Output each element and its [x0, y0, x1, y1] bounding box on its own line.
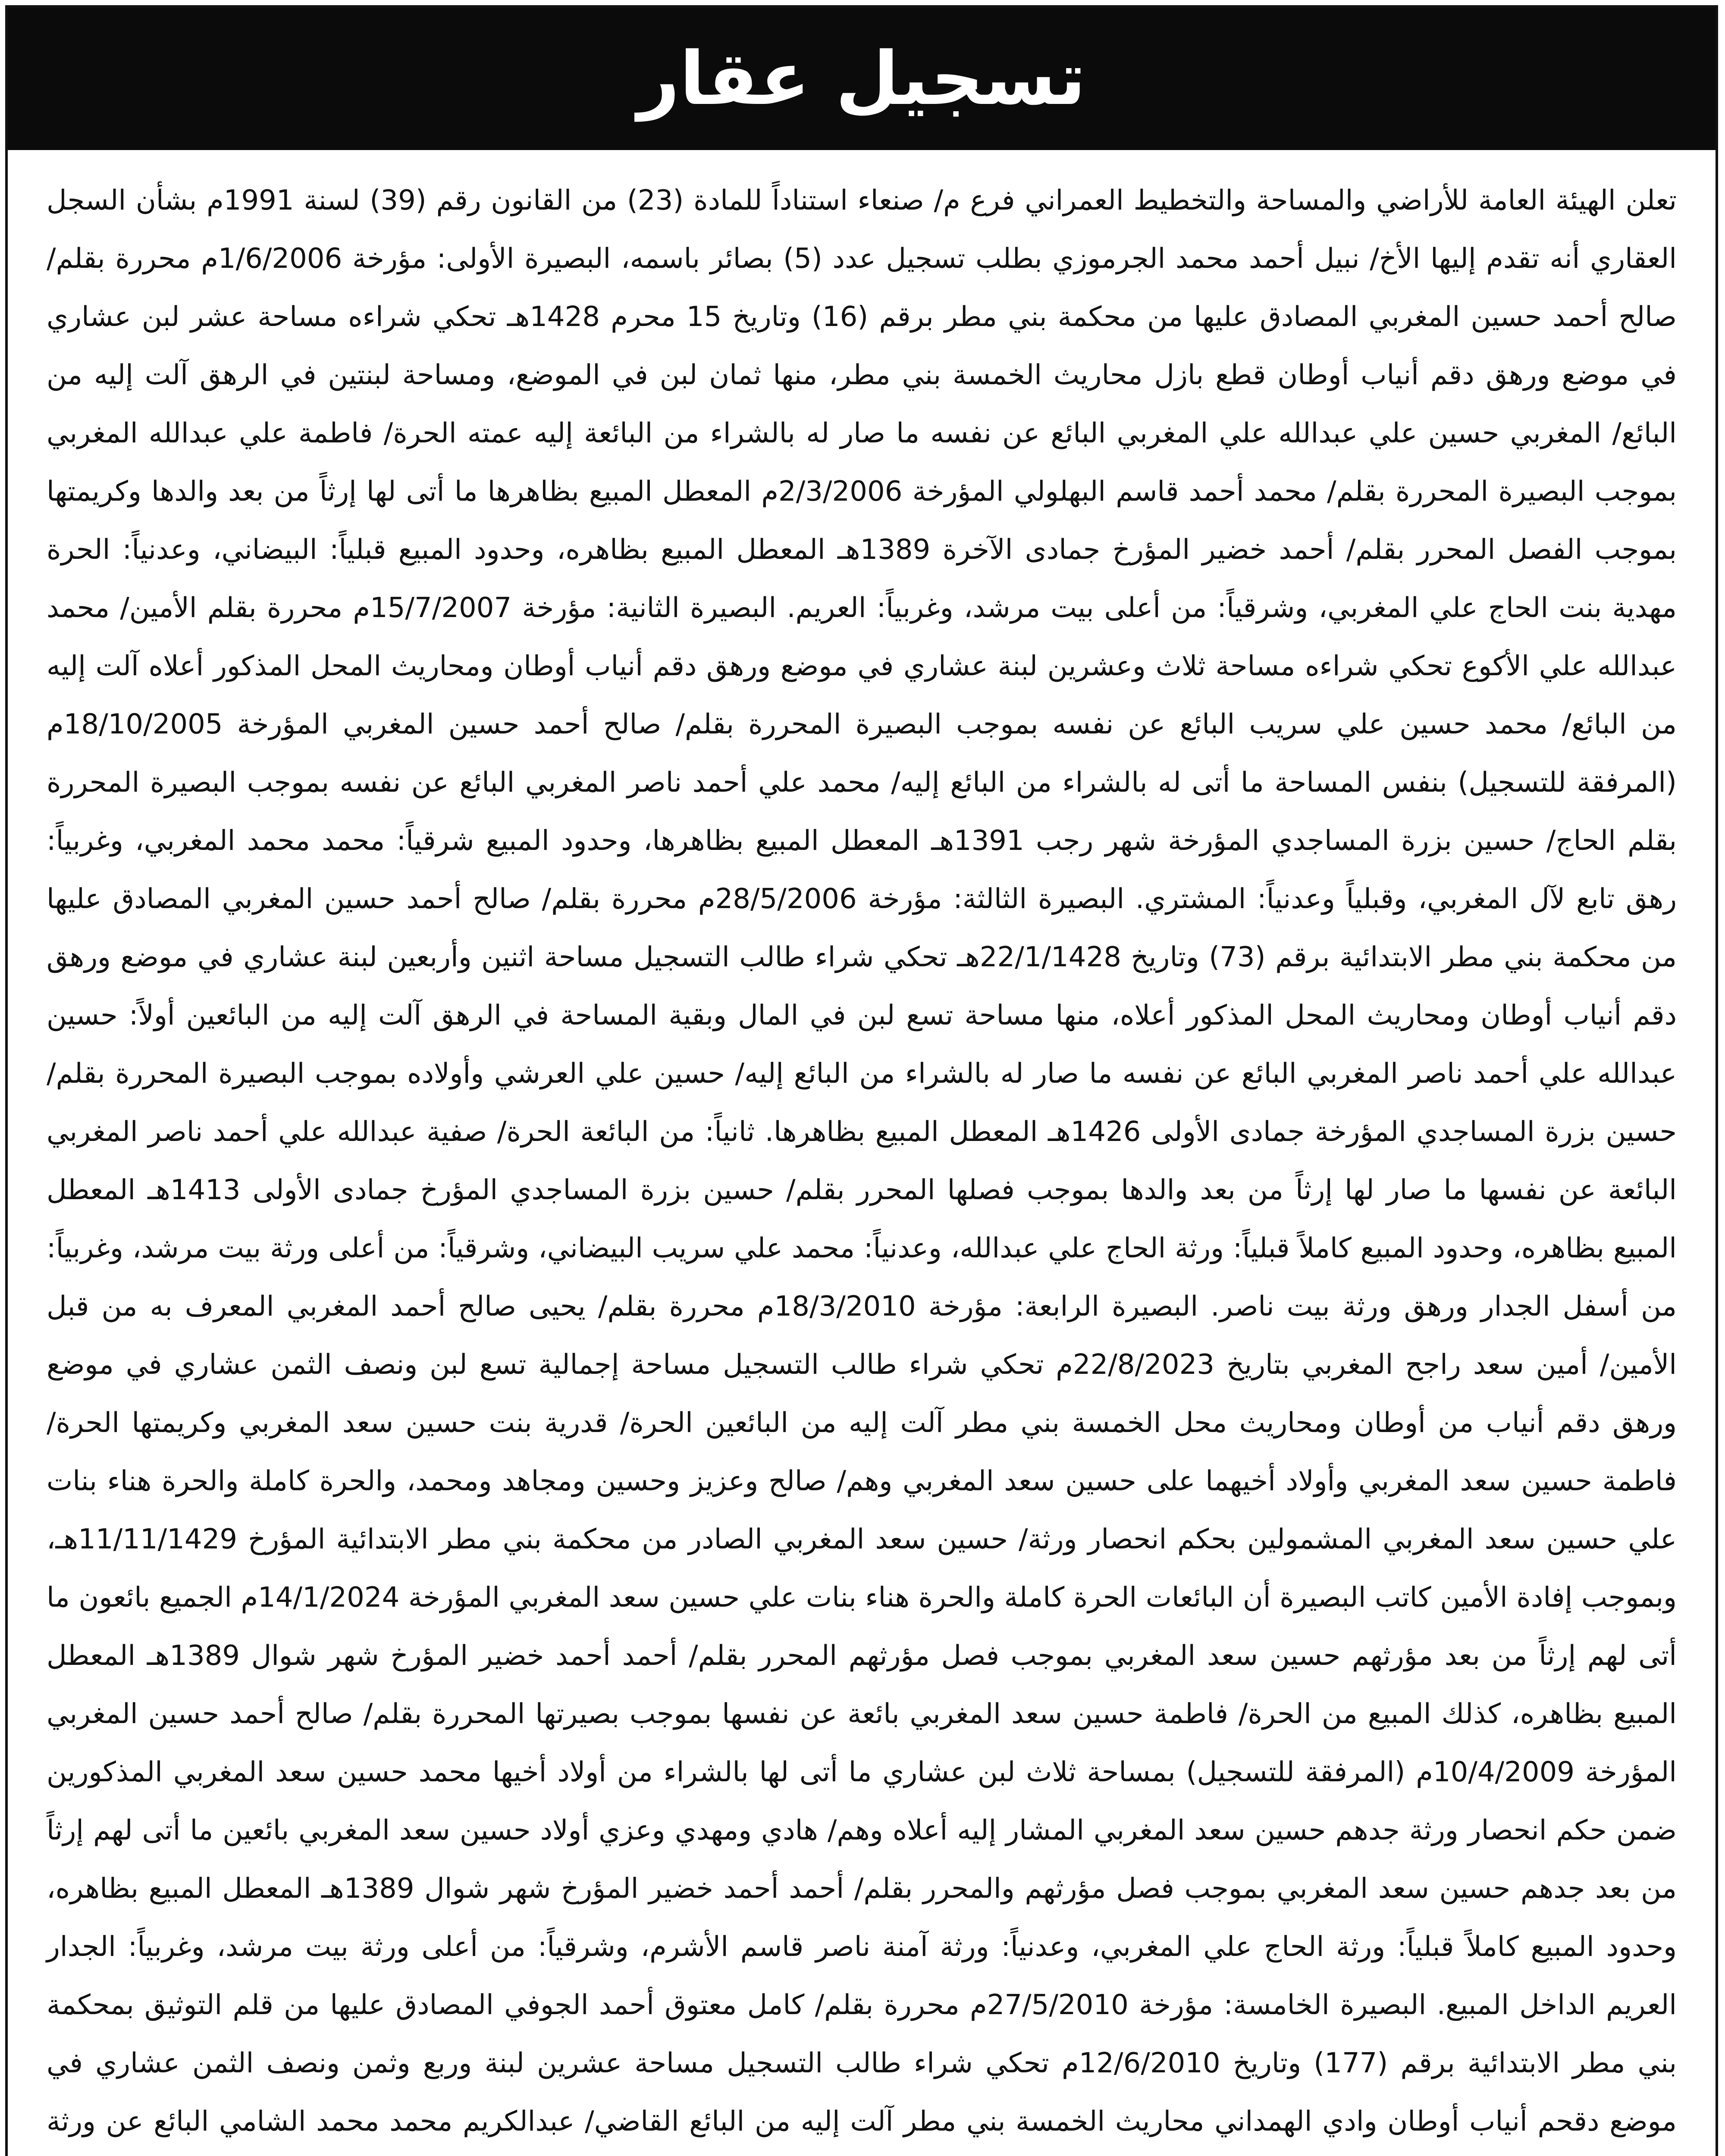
- notice-header: [8, 8, 1716, 150]
- notice-title: تسجيل عقار: [637, 36, 1086, 122]
- notice-main-paragraph: تعلن الهيئة العامة للأراضي والمساحة والتخطيط العمراني فرع م/ صنعاء استناداً للمادة (23) من القانون رقم (39) لسنة 1991م بشأن السجل العقاري أنه تقدم إليها الأخ/ نبيل أحمد محمد الجرموزي بطلب تسجيل عدد (5) بصائر باسمه، البصيرة الأولى: مؤرخة 1/6/2006م محررة بقلم/ صالح أحمد حسين المغربي المصادق عليها من محكمة بني مطر برقم (16) وتاريخ 15 محرم 1428هـ تحكي شراءه مساحة عشر لبن عشاري في موضع ورهق دقم أنياب أوطان قطع بازل محاريث الخمسة بني مطر، منها ثمان لبن في الموضع، ومساحة لبنتين في الرهق آلت إليه من البائع/ المغربي حسين علي عبدالله علي المغربي البائع عن نفسه ما صار له بالشراء من البائعة إليه عمته الحرة/ فاطمة علي عبدالله المغربي بموجب البصيرة المحررة بقلم/ محمد أحمد قاسم البهلولي المؤرخة 2/3/2006م المعطل المبيع بظاهرها ما أتى لها إرثاً من بعد والدها وكريمتها بموجب الفصل المحرر بقلم/ أحمد خضير المؤرخ جمادى الآخرة 1389هـ المعطل المبيع بظاهره، وحدود المبيع قبلياً: البيضاني، وعدنياً: الحرة مهدية بنت الحاج علي المغربي، وشرقياً: من أعلى بيت مرشد، وغربياً: العريم. البصيرة الثانية: مؤرخة 15/7/2007م محررة بقلم الأمين/ محمد عبدالله علي الأكوع تحكي شراءه مساحة ثلاث وعشرين لبنة عشاري في موضع ورهق دقم أنياب أوطان ومحاريث المحل المذكور أعلاه آلت إليه من البائع/ محمد حسين علي سريب البائع عن نفسه بموجب البصيرة المحررة بقلم/ صالح أحمد حسين المغربي المؤرخة 18/10/2005م (المرفقة للتسجيل) بنفس المساحة ما أتى له بالشراء من البائع إليه/ محمد علي أحمد ناصر المغربي البائع عن نفسه بموجب البصيرة المحررة بقلم الحاج/ حسين بزرة المساجدي المؤرخة شهر رجب 1391هـ المعطل المبيع بظاهرها، وحدود المبيع شرقياً: محمد محمد المغربي، وغربياً: رهق تابع لآل المغربي، وقبلياً وعدنياً: المشتري. البصيرة الثالثة: مؤرخة 28/5/2006م محررة بقلم/ صالح أحمد حسين المغربي المصادق عليها من محكمة بني مطر الابتدائية برقم (73) وتاريخ 22/1/1428هـ تحكي شراء طالب التسجيل مساحة اثنين وأربعين لبنة عشاري في موضع ورهق دقم أنياب أوطان ومحاريث المحل المذكور أعلاه، منها مساحة تسع لبن في المال وبقية المساحة في الرهق آلت إليه من البائعين أولاً: حسين عبدالله علي أحمد ناصر المغربي البائع عن نفسه ما صار له بالشراء من البائع إليه/ حسين علي العرشي وأولاده بموجب البصيرة المحررة بقلم/ حسين بزرة المساجدي المؤرخة جمادى الأولى 1426هـ المعطل المبيع بظاهرها. ثانياً: من البائعة الحرة/ صفية عبدالله علي أحمد ناصر المغربي البائعة عن نفسها ما صار لها إرثاً من بعد والدها بموجب فصلها المحرر بقلم/ حسين بزرة المساجدي المؤرخ جمادى الأولى 1413هـ المعطل المبيع بظاهره، وحدود المبيع كاملاً قبلياً: ورثة الحاج علي عبدالله، وعدنياً: محمد علي سريب البيضاني، وشرقياً: من أعلى ورثة بيت مرشد، وغربياً: من أسفل الجدار ورهق ورثة بيت ناصر. البصيرة الرابعة: مؤرخة 18/3/2010م محررة بقلم/ يحيى صالح أحمد المغربي المعرف به من قبل الأمين/ أمين سعد راجح المغربي بتاريخ 22/8/2023م تحكي شراء طالب التسجيل مساحة إجمالية تسع لبن ونصف الثمن عشاري في موضع ورهق دقم أنياب من أوطان ومحاريث محل الخمسة بني مطر آلت إليه من البائعين الحرة/ قدرية بنت حسين سعد المغربي وكريمتها الحرة/ فاطمة حسين سعد المغربي وأولاد أخيهما على حسين سعد المغربي وهم/ صالح وعزيز وحسين ومجاهد ومحمد، والحرة كاملة والحرة هناء بنات علي حسين سعد المغربي المشمولين بحكم انحصار ورثة/ حسين سعد المغربي الصادر من محكمة بني مطر الابتدائية المؤرخ 11/11/1429هـ، وبموجب إفادة الأمين كاتب البصيرة أن البائعات الحرة كاملة والحرة هناء بنات علي حسين سعد المغربي المؤرخة 14/1/2024م الجميع بائعون ما أتى لهم إرثاً من بعد مؤرثهم حسين سعد المغربي بموجب فصل مؤرثهم المحرر بقلم/ أحمد أحمد خضير المؤرخ شهر شوال 1389هـ المعطل المبيع بظاهره، كذلك المبيع من الحرة/ فاطمة حسين سعد المغربي بائعة عن نفسها بموجب بصيرتها المحررة بقلم/ صالح أحمد حسين المغربي المؤرخة 10/4/2009م (المرفقة للتسجيل) بمساحة ثلاث لبن عشاري ما أتى لها بالشراء من أولاد أخيها محمد حسين سعد المغربي المذكورين ضمن حكم انحصار ورثة جدهم حسين سعد المغربي المشار إليه أعلاه وهم/ هادي ومهدي وعزي أولاد حسين سعد المغربي بائعين ما أتى لهم إرثاً من بعد جدهم حسين سعد المغربي بموجب فصل مؤرثهم والمحرر بقلم/ أحمد أحمد خضير المؤرخ شهر شوال 1389هـ المعطل المبيع بظاهره، وحدود المبيع كاملاً قبلياً: ورثة الحاج علي المغربي، وعدنياً: ورثة آمنة ناصر قاسم الأشرم، وشرقياً: من أعلى ورثة بيت مرشد، وغربياً: الجدار العريم الداخل المبيع. البصيرة الخامسة: مؤرخة 27/5/2010م محررة بقلم/ كامل معتوق أحمد الجوفي المصادق عليها من قلم التوثيق بمحكمة بني مطر الابتدائية برقم (177) وتاريخ 12/6/2010م تحكي شراء طالب التسجيل مساحة عشرين لبنة وربع وثمن ونصف الثمن عشاري في موضع دقحم أنياب أوطان وادي الهمداني محاريث الخمسة بني مطر آلت إليه من البائع القاضي/ عبدالكريم محمد محمد الشامي البائع عن ورثة: [47, 185, 1677, 2137]
- legal-notice: [5, 5, 1718, 2156]
- notice-body: [47, 172, 1677, 2156]
